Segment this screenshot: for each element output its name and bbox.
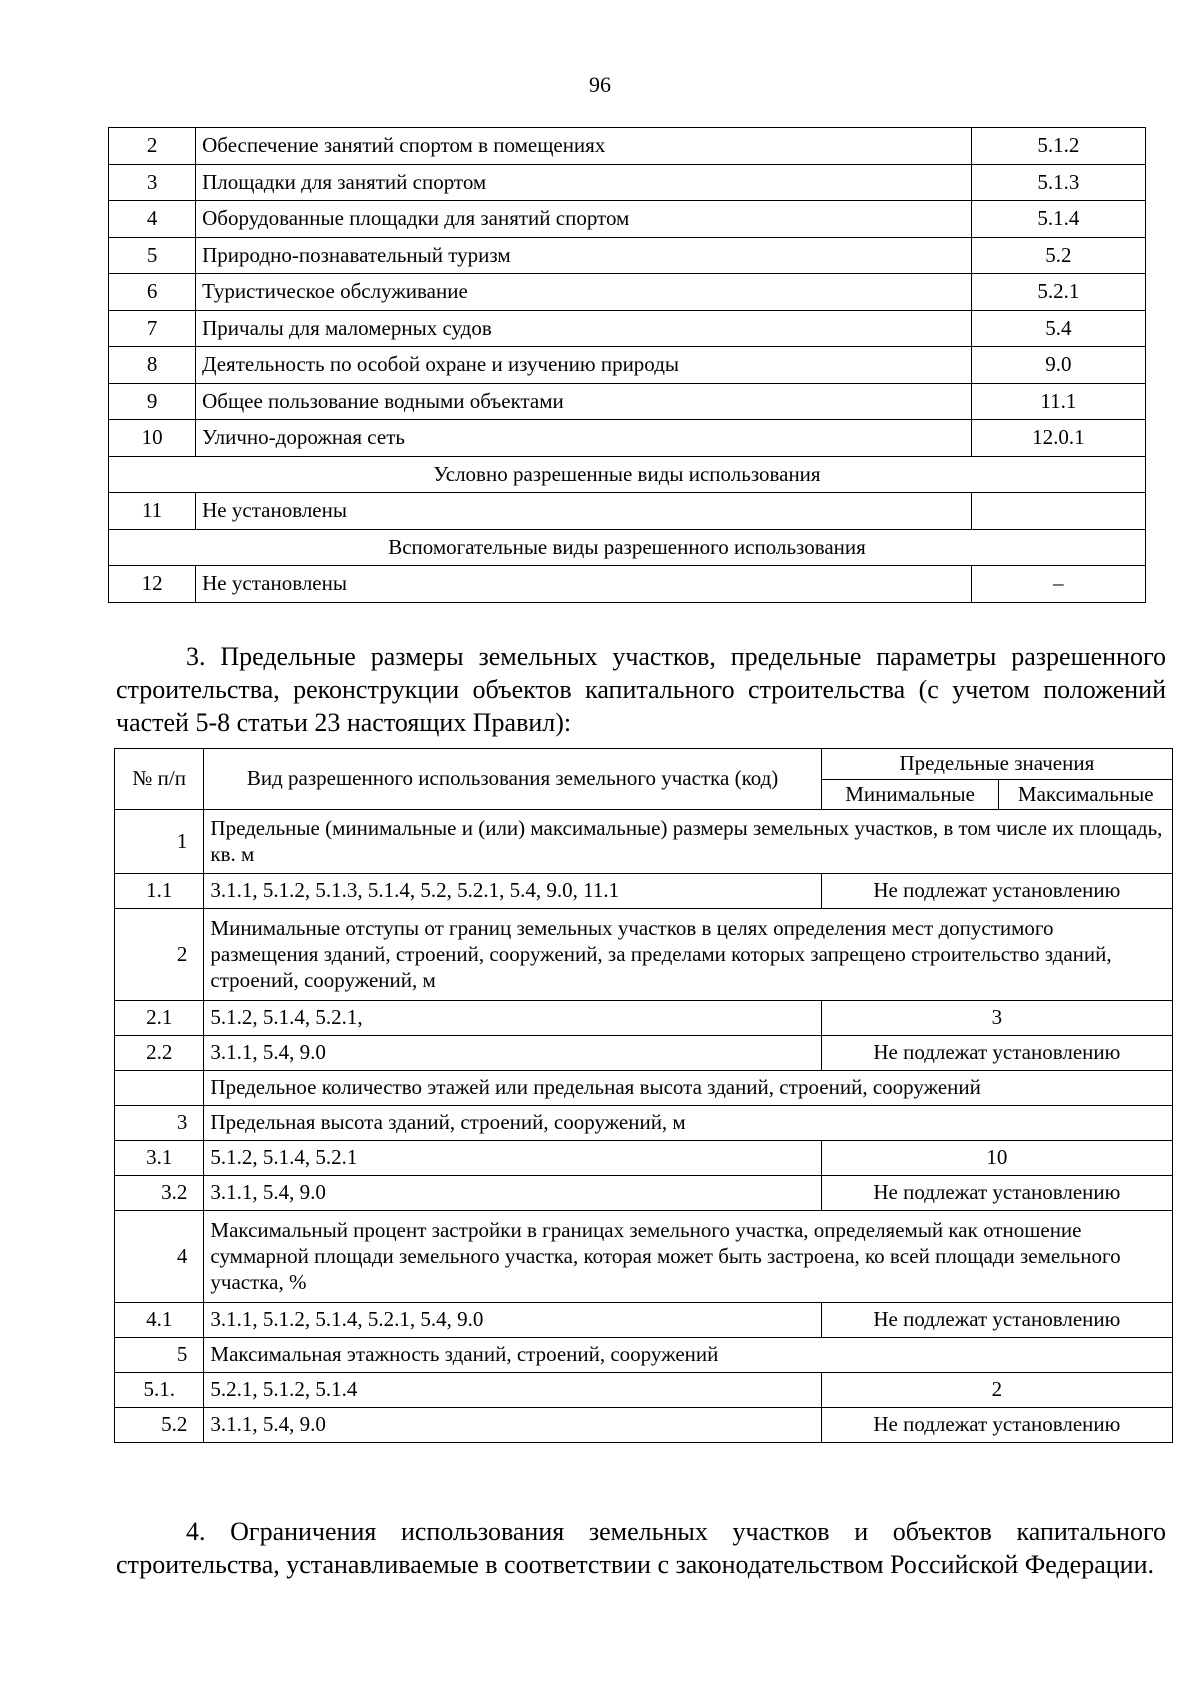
row-number: 1.1	[115, 874, 204, 909]
use-code: 5.1.4	[971, 201, 1145, 238]
permitted-uses-table	[108, 127, 1146, 603]
table-row	[109, 310, 1146, 347]
table-row	[115, 1373, 1173, 1408]
table-row	[109, 128, 1146, 165]
row-number: 12	[109, 566, 196, 603]
table-row	[115, 1106, 1173, 1141]
row-number	[115, 1071, 204, 1106]
table-row	[115, 874, 1173, 909]
row-number: 5	[115, 1338, 204, 1373]
table-row	[109, 347, 1146, 384]
row-codes: 3.1.1, 5.1.2, 5.1.4, 5.2.1, 5.4, 9.0	[204, 1303, 821, 1338]
use-name: Туристическое обслуживание	[196, 274, 972, 311]
row-value: Не подлежат установлению	[821, 1408, 1172, 1443]
use-code: 11.1	[971, 383, 1145, 420]
paragraph-4: 4. Ограничения использования земельных участков и объектов капитального строительства, устанавливаемые в соответствии с законодательством Российской Федерации.	[116, 1517, 1166, 1579]
row-number: 5.1.	[115, 1373, 204, 1408]
row-codes: 5.2.1, 5.1.2, 5.1.4	[204, 1373, 821, 1408]
table-row	[109, 237, 1146, 274]
row-number: 4	[115, 1211, 204, 1303]
table-row	[115, 810, 1173, 874]
use-name: Общее пользование водными объектами	[196, 383, 972, 420]
page-number: 96	[589, 72, 611, 97]
use-name: Оборудованные площадки для занятий спортом	[196, 201, 972, 238]
table-row	[109, 493, 1146, 530]
col-header-number: № п/п	[115, 749, 204, 810]
table-row	[109, 383, 1146, 420]
col-header-limits: Предельные значения	[821, 749, 1172, 780]
row-number: 3	[115, 1106, 204, 1141]
row-text: Предельное количество этажей или предельная высота зданий, строений, сооружений	[204, 1071, 1173, 1106]
use-name: Природно-познавательный туризм	[196, 237, 972, 274]
row-text: Минимальные отступы от границ земельных участков в целях определения мест допустимого размещения зданий, строений, сооружений, за пределами которых запрещено строительство зданий, строений, сооружений, м	[204, 909, 1173, 1001]
table-row	[115, 1408, 1173, 1443]
table-row	[115, 1036, 1173, 1071]
row-number: 2.2	[115, 1036, 204, 1071]
row-number: 1	[115, 810, 204, 874]
row-value: Не подлежат установлению	[821, 1036, 1172, 1071]
row-number: 7	[109, 310, 196, 347]
use-name: Улично-дорожная сеть	[196, 420, 972, 457]
table-row	[115, 1211, 1173, 1303]
row-number: 2	[109, 128, 196, 165]
col-header-kind: Вид разрешенного использования земельного участка (код)	[204, 749, 821, 810]
row-number: 5.2	[115, 1408, 204, 1443]
table-row	[109, 420, 1146, 457]
row-number: 3	[109, 164, 196, 201]
col-header-max: Максимальные	[999, 779, 1173, 810]
table-row	[109, 201, 1146, 238]
row-number: 3.2	[115, 1176, 204, 1211]
use-name: Не установлены	[196, 493, 972, 530]
use-code: 5.1.3	[971, 164, 1145, 201]
use-code: 5.2.1	[971, 274, 1145, 311]
table-row	[109, 164, 1146, 201]
use-name: Деятельность по особой охране и изучению природы	[196, 347, 972, 384]
use-code: 5.1.2	[971, 128, 1145, 165]
use-name: Обеспечение занятий спортом в помещениях	[196, 128, 972, 165]
row-number: 2	[115, 909, 204, 1001]
row-number: 9	[109, 383, 196, 420]
row-value: 2	[821, 1373, 1172, 1408]
col-header-min: Минимальные	[821, 779, 999, 810]
section-heading: Вспомогательные виды разрешенного использования	[109, 529, 1146, 566]
use-code	[971, 493, 1145, 530]
row-value: 10	[821, 1141, 1172, 1176]
use-name: Не установлены	[196, 566, 972, 603]
row-number: 4.1	[115, 1303, 204, 1338]
row-number: 5	[109, 237, 196, 274]
use-name: Площадки для занятий спортом	[196, 164, 972, 201]
table-row	[109, 566, 1146, 603]
table-row	[109, 529, 1146, 566]
row-codes: 5.1.2, 5.1.4, 5.2.1,	[204, 1001, 821, 1036]
row-value: Не подлежат установлению	[821, 1303, 1172, 1338]
use-code: 12.0.1	[971, 420, 1145, 457]
use-code: 9.0	[971, 347, 1145, 384]
table-row	[115, 1338, 1173, 1373]
row-codes: 3.1.1, 5.4, 9.0	[204, 1176, 821, 1211]
row-codes: 3.1.1, 5.4, 9.0	[204, 1408, 821, 1443]
use-code: 5.2	[971, 237, 1145, 274]
table-row	[115, 1071, 1173, 1106]
table-row	[109, 274, 1146, 311]
row-number: 8	[109, 347, 196, 384]
use-name: Причалы для маломерных судов	[196, 310, 972, 347]
table-row	[115, 1001, 1173, 1036]
section-heading: Условно разрешенные виды использования	[109, 456, 1146, 493]
table-row	[115, 1141, 1173, 1176]
row-number: 10	[109, 420, 196, 457]
table-row	[109, 456, 1146, 493]
table-row	[115, 1303, 1173, 1338]
row-value: Не подлежат установлению	[821, 874, 1172, 909]
row-value: Не подлежат установлению	[821, 1176, 1172, 1211]
row-codes: 3.1.1, 5.1.2, 5.1.3, 5.1.4, 5.2, 5.2.1, 5.4, 9.0, 11.1	[204, 874, 821, 909]
use-code: –	[971, 566, 1145, 603]
row-text: Максимальный процент застройки в границах земельного участка, определяемый как отношение суммарной площади земельного участка, которая может быть застроена, ко всей площади земельного участка, %	[204, 1211, 1173, 1303]
table-row	[115, 1176, 1173, 1211]
row-codes: 5.1.2, 5.1.4, 5.2.1	[204, 1141, 821, 1176]
row-number: 6	[109, 274, 196, 311]
row-number: 2.1	[115, 1001, 204, 1036]
limits-table	[114, 748, 1173, 1443]
row-codes: 3.1.1, 5.4, 9.0	[204, 1036, 821, 1071]
row-value: 3	[821, 1001, 1172, 1036]
row-number: 4	[109, 201, 196, 238]
row-number: 3.1	[115, 1141, 204, 1176]
row-number: 11	[109, 493, 196, 530]
row-text: Предельные (минимальные и (или) максимальные) размеры земельных участков, в том числе их площадь, кв. м	[204, 810, 1173, 874]
paragraph-3: 3. Предельные размеры земельных участков, предельные параметры разрешенного строительства, реконструкции объектов капитального строительства (с учетом положений частей 5-8 статьи 23 настоящих Правил):	[116, 642, 1166, 737]
table-row	[115, 909, 1173, 1001]
row-text: Максимальная этажность зданий, строений, сооружений	[204, 1338, 1173, 1373]
table-header-row	[115, 749, 1173, 780]
use-code: 5.4	[971, 310, 1145, 347]
row-text: Предельная высота зданий, строений, сооружений, м	[204, 1106, 1173, 1141]
